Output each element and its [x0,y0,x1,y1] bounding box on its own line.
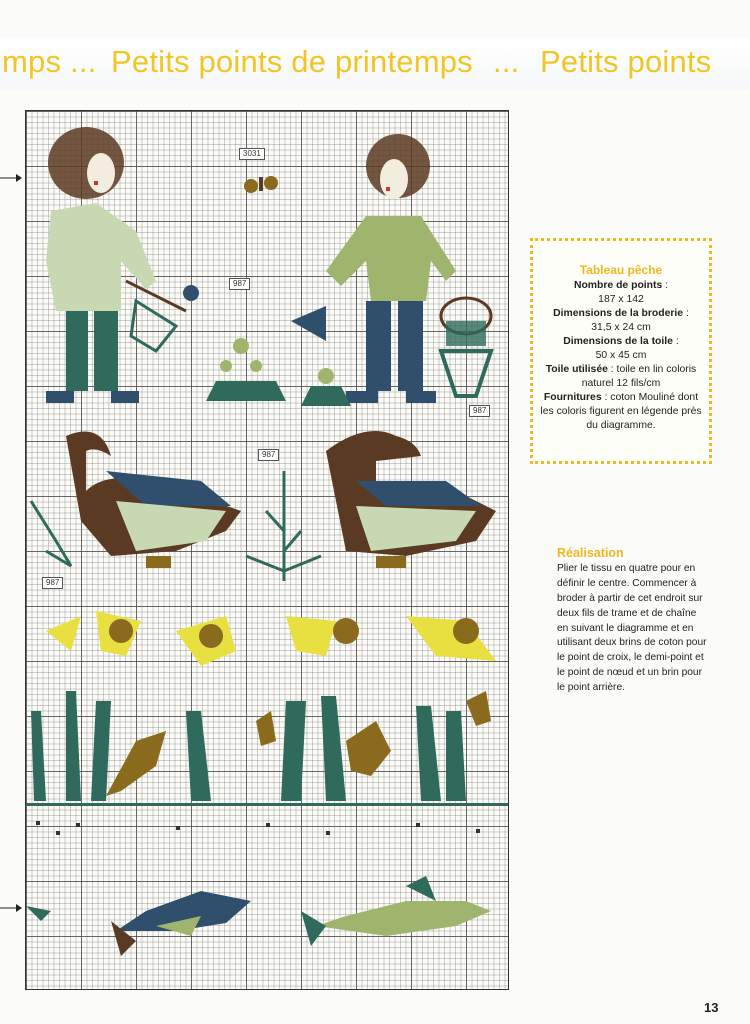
color-callout: 987 [469,405,490,417]
goose-left [66,432,241,569]
toile-dim-sep: : [672,336,679,347]
color-callout: 3031 [239,148,265,160]
header-ellipsis-1: ... [70,44,97,79]
center-arrow-icon [0,903,22,913]
broderie-label: Dimensions de la broderie [553,308,684,319]
header-segment-1: mps [2,44,62,79]
toile-used-label: Toile utilisée [545,364,608,375]
goose-right [326,431,496,568]
header-ellipsis-2: ... [493,44,520,79]
boy-figure [291,134,491,403]
stitch-pattern [26,111,508,989]
fournitures-label: Fournitures [543,392,602,403]
page-number: 13 [704,1000,719,1015]
realisation-title: Réalisation [557,546,624,560]
sprout-motifs [206,338,351,406]
info-box-title: Tableau pêche [579,263,663,277]
realisation-text: Plier le tissu en quatre pour en définir le centre. Commencer à broder à partir de cet endroit sur deux fils de trame et de chaîne en suivant le diagramme et en utilisant deux brins de coton pour le point de croix, le demi-point et le point de nœud et un brin pour le point arrière. [557,562,707,694]
pattern-info-box [530,238,712,464]
toile-dim-value: 50 x 45 cm [595,350,647,361]
color-callout: 987 [42,577,63,589]
points-sep: : [662,280,669,291]
daffodil-row [31,611,496,801]
center-arrow-icon [0,173,22,183]
toile-dim-label: Dimensions de la toile [563,336,673,347]
header-segment-3: Petits points [540,44,712,79]
broderie-sep: : [683,308,689,319]
color-callout: 987 [258,449,279,461]
girl-figure [46,127,199,403]
header-band [0,38,750,90]
dot-row [26,803,508,835]
points-value: 187 x 142 [598,294,644,305]
realisation-section [557,546,707,696]
cross-stitch-chart [25,110,509,990]
fish-motifs [26,876,491,956]
butterfly-motif [244,176,278,193]
fournitures-text: : coton Mouliné dont les coloris figurent en légende près du diagramme. [540,392,702,431]
header-segment-2: Petits points de printemps [111,44,473,79]
color-callout: 987 [229,278,250,290]
points-label: Nombre de points [573,280,663,291]
toile-used-text: : toile en lin coloris naturel 12 fils/cm [581,364,697,389]
broderie-value: 31,5 x 24 cm [591,322,651,333]
